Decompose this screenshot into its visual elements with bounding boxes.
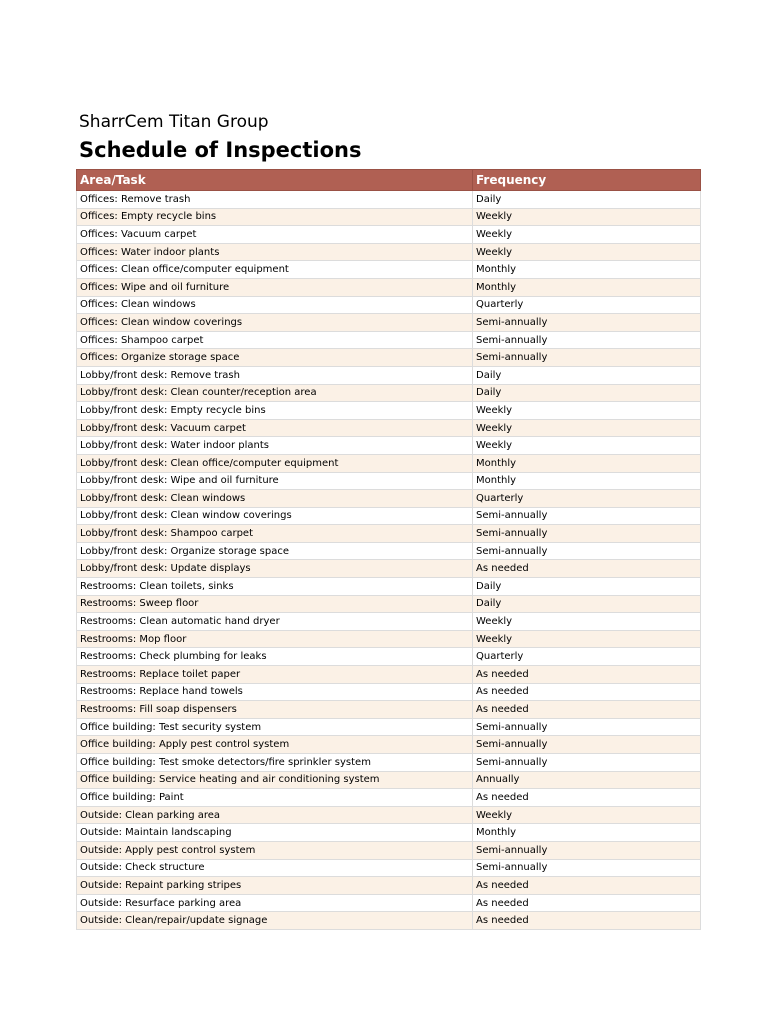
frequency-cell: Weekly: [473, 437, 701, 455]
area-task-cell: Offices: Vacuum carpet: [77, 226, 473, 244]
frequency-cell: Weekly: [473, 419, 701, 437]
area-task-cell: Office building: Apply pest control system: [77, 736, 473, 754]
table-row: [77, 490, 701, 508]
area-task-cell: Outside: Clean parking area: [77, 806, 473, 824]
frequency-cell: Daily: [473, 384, 701, 402]
table-row: [77, 419, 701, 437]
frequency-cell: Semi-annually: [473, 331, 701, 349]
table-row: [77, 806, 701, 824]
table-row: [77, 754, 701, 772]
frequency-cell: Semi-annually: [473, 542, 701, 560]
area-task-cell: Lobby/front desk: Update displays: [77, 560, 473, 578]
area-task-cell: Restrooms: Clean toilets, sinks: [77, 578, 473, 596]
frequency-cell: Weekly: [473, 402, 701, 420]
frequency-cell: Semi-annually: [473, 754, 701, 772]
table-row: [77, 701, 701, 719]
frequency-cell: Weekly: [473, 806, 701, 824]
table-row: [77, 243, 701, 261]
area-task-cell: Restrooms: Fill soap dispensers: [77, 701, 473, 719]
frequency-cell: Weekly: [473, 613, 701, 631]
area-task-cell: Outside: Clean/repair/update signage: [77, 912, 473, 930]
table-header-row: [77, 170, 701, 191]
table-row: [77, 226, 701, 244]
frequency-cell: Semi-annually: [473, 525, 701, 543]
table-row: [77, 578, 701, 596]
frequency-cell: Weekly: [473, 208, 701, 226]
area-task-cell: Office building: Test security system: [77, 718, 473, 736]
frequency-cell: As needed: [473, 701, 701, 719]
frequency-cell: As needed: [473, 683, 701, 701]
column-header-frequency: Frequency: [473, 170, 701, 191]
table-row: [77, 877, 701, 895]
area-task-cell: Offices: Remove trash: [77, 191, 473, 209]
table-row: [77, 261, 701, 279]
frequency-cell: Monthly: [473, 472, 701, 490]
table-row: [77, 454, 701, 472]
area-task-cell: Lobby/front desk: Empty recycle bins: [77, 402, 473, 420]
table-row: [77, 542, 701, 560]
area-task-cell: Restrooms: Replace hand towels: [77, 683, 473, 701]
table-row: [77, 507, 701, 525]
area-task-cell: Lobby/front desk: Shampoo carpet: [77, 525, 473, 543]
table-row: [77, 789, 701, 807]
table-row: [77, 208, 701, 226]
area-task-cell: Outside: Resurface parking area: [77, 894, 473, 912]
table-row: [77, 191, 701, 209]
table-row: [77, 771, 701, 789]
table-row: [77, 824, 701, 842]
frequency-cell: Monthly: [473, 261, 701, 279]
frequency-cell: Daily: [473, 578, 701, 596]
table-row: [77, 296, 701, 314]
area-task-cell: Lobby/front desk: Organize storage space: [77, 542, 473, 560]
area-task-cell: Restrooms: Replace toilet paper: [77, 666, 473, 684]
table-row: [77, 859, 701, 877]
area-task-cell: Restrooms: Mop floor: [77, 630, 473, 648]
frequency-cell: Monthly: [473, 454, 701, 472]
area-task-cell: Office building: Service heating and air conditioning system: [77, 771, 473, 789]
frequency-cell: Daily: [473, 366, 701, 384]
table-row: [77, 683, 701, 701]
frequency-cell: As needed: [473, 789, 701, 807]
table-row: [77, 560, 701, 578]
table-row: [77, 278, 701, 296]
frequency-cell: Annually: [473, 771, 701, 789]
area-task-cell: Offices: Water indoor plants: [77, 243, 473, 261]
area-task-cell: Restrooms: Clean automatic hand dryer: [77, 613, 473, 631]
area-task-cell: Offices: Empty recycle bins: [77, 208, 473, 226]
frequency-cell: Monthly: [473, 824, 701, 842]
area-task-cell: Offices: Clean windows: [77, 296, 473, 314]
frequency-cell: Semi-annually: [473, 736, 701, 754]
table-row: [77, 384, 701, 402]
table-row: [77, 666, 701, 684]
table-row: [77, 331, 701, 349]
frequency-cell: Semi-annually: [473, 859, 701, 877]
frequency-cell: Semi-annually: [473, 507, 701, 525]
frequency-cell: Daily: [473, 595, 701, 613]
area-task-cell: Lobby/front desk: Remove trash: [77, 366, 473, 384]
frequency-cell: Quarterly: [473, 490, 701, 508]
area-task-cell: Offices: Shampoo carpet: [77, 331, 473, 349]
area-task-cell: Office building: Paint: [77, 789, 473, 807]
table-row: [77, 841, 701, 859]
table-body: [77, 191, 701, 930]
area-task-cell: Restrooms: Check plumbing for leaks: [77, 648, 473, 666]
table-row: [77, 595, 701, 613]
frequency-cell: Semi-annually: [473, 718, 701, 736]
column-header-area-task: Area/Task: [77, 170, 473, 191]
table-row: [77, 525, 701, 543]
company-name: SharrCem Titan Group: [79, 112, 269, 132]
area-task-cell: Offices: Clean office/computer equipment: [77, 261, 473, 279]
area-task-cell: Lobby/front desk: Clean counter/reception area: [77, 384, 473, 402]
frequency-cell: Monthly: [473, 278, 701, 296]
area-task-cell: Outside: Apply pest control system: [77, 841, 473, 859]
frequency-cell: Weekly: [473, 226, 701, 244]
table-row: [77, 718, 701, 736]
table-row: [77, 314, 701, 332]
area-task-cell: Lobby/front desk: Water indoor plants: [77, 437, 473, 455]
frequency-cell: Quarterly: [473, 648, 701, 666]
area-task-cell: Lobby/front desk: Wipe and oil furniture: [77, 472, 473, 490]
area-task-cell: Offices: Organize storage space: [77, 349, 473, 367]
frequency-cell: As needed: [473, 894, 701, 912]
table-row: [77, 736, 701, 754]
frequency-cell: Semi-annually: [473, 349, 701, 367]
frequency-cell: As needed: [473, 877, 701, 895]
table-row: [77, 349, 701, 367]
table-row: [77, 613, 701, 631]
table-row: [77, 472, 701, 490]
table-row: [77, 630, 701, 648]
frequency-cell: Semi-annually: [473, 314, 701, 332]
table-row: [77, 366, 701, 384]
table-row: [77, 912, 701, 930]
table-row: [77, 437, 701, 455]
inspection-schedule-table: [76, 169, 701, 930]
page-title: Schedule of Inspections: [79, 138, 362, 162]
frequency-cell: As needed: [473, 666, 701, 684]
area-task-cell: Outside: Repaint parking stripes: [77, 877, 473, 895]
area-task-cell: Outside: Check structure: [77, 859, 473, 877]
frequency-cell: Daily: [473, 191, 701, 209]
area-task-cell: Lobby/front desk: Clean window coverings: [77, 507, 473, 525]
area-task-cell: Outside: Maintain landscaping: [77, 824, 473, 842]
frequency-cell: As needed: [473, 560, 701, 578]
area-task-cell: Lobby/front desk: Clean windows: [77, 490, 473, 508]
area-task-cell: Lobby/front desk: Vacuum carpet: [77, 419, 473, 437]
table-row: [77, 402, 701, 420]
frequency-cell: Weekly: [473, 243, 701, 261]
frequency-cell: Semi-annually: [473, 841, 701, 859]
area-task-cell: Offices: Clean window coverings: [77, 314, 473, 332]
frequency-cell: As needed: [473, 912, 701, 930]
frequency-cell: Quarterly: [473, 296, 701, 314]
area-task-cell: Office building: Test smoke detectors/fire sprinkler system: [77, 754, 473, 772]
table-row: [77, 894, 701, 912]
area-task-cell: Offices: Wipe and oil furniture: [77, 278, 473, 296]
table-row: [77, 648, 701, 666]
area-task-cell: Restrooms: Sweep floor: [77, 595, 473, 613]
frequency-cell: Weekly: [473, 630, 701, 648]
area-task-cell: Lobby/front desk: Clean office/computer equipment: [77, 454, 473, 472]
